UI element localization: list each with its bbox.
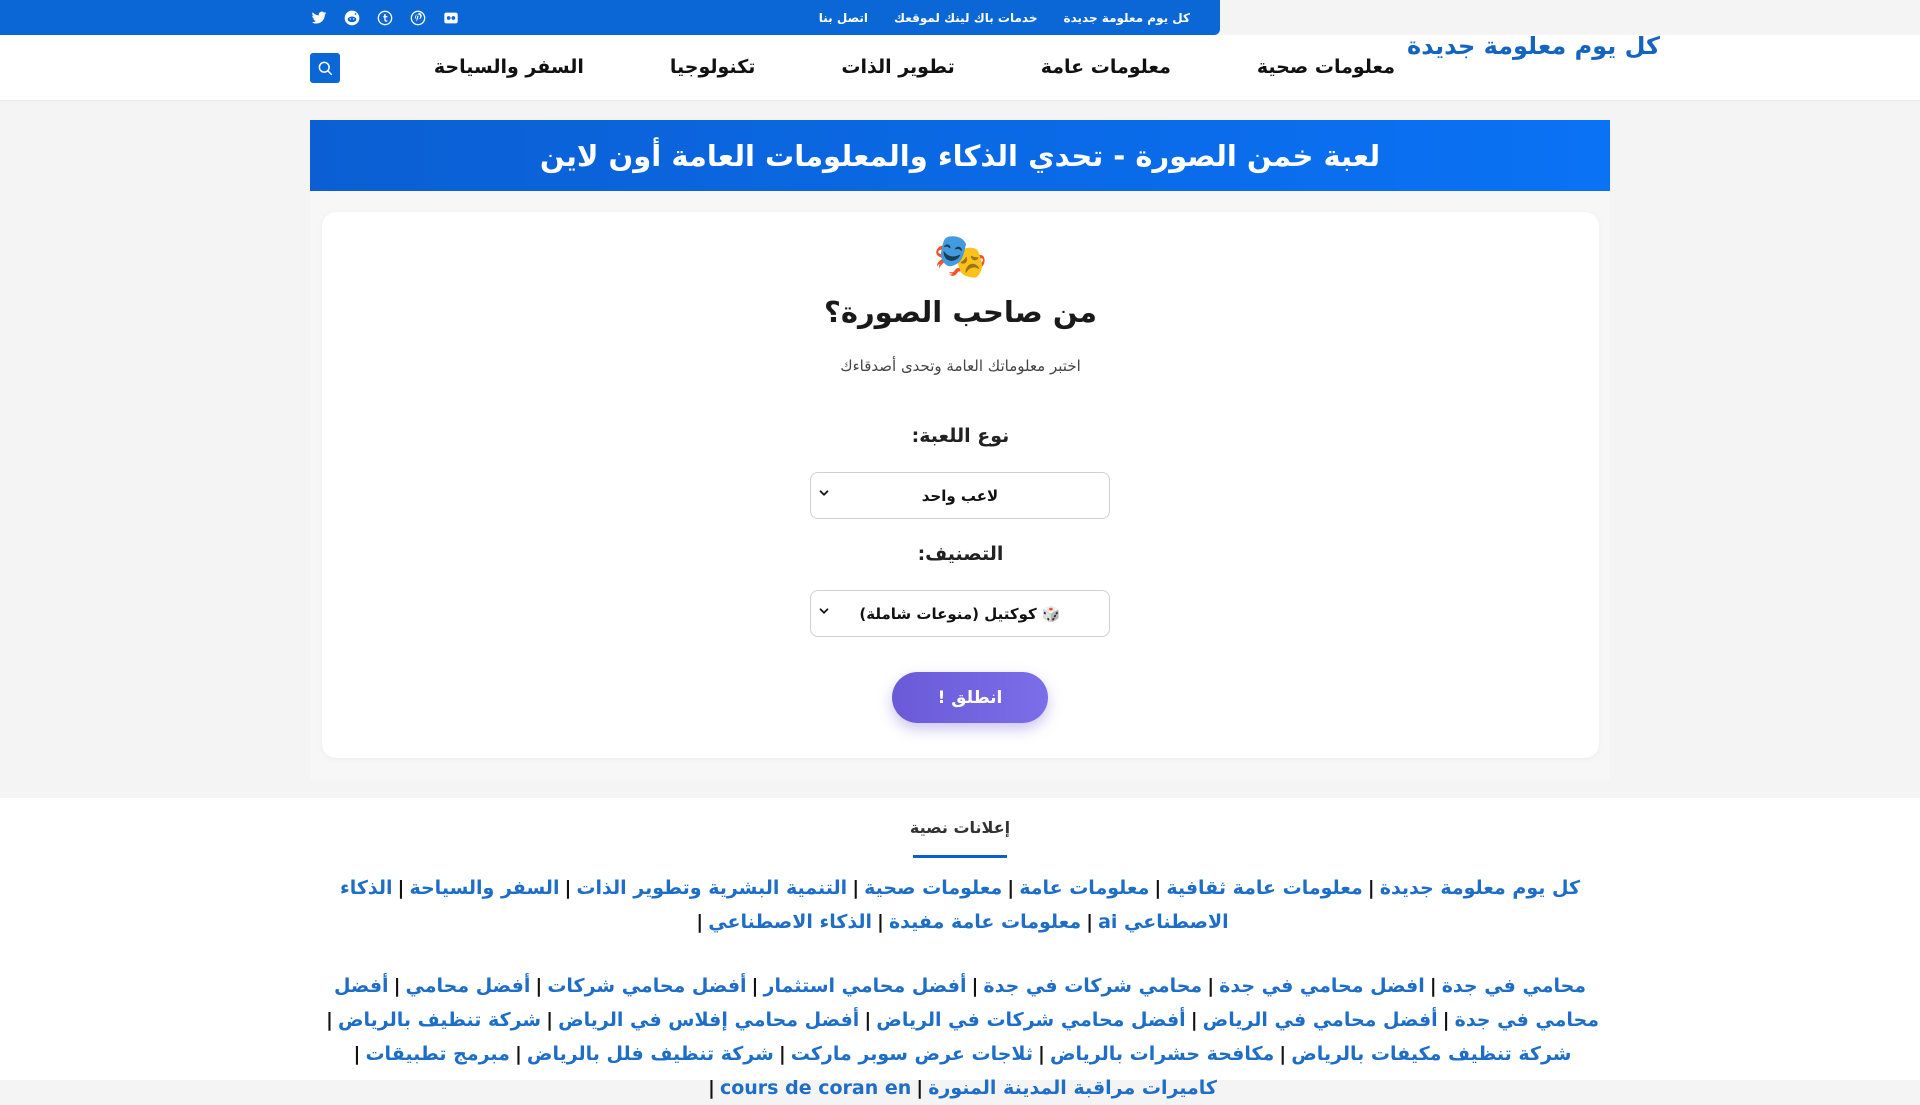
nav-menu [434, 56, 1395, 78]
ad-link[interactable]: محامي في جدة [1441, 975, 1587, 997]
ad-link[interactable]: شركة تنظيف مكيفات بالرياض [1291, 1043, 1572, 1065]
ad-link[interactable]: أفضل محامي استثمار [763, 975, 967, 997]
ad-link[interactable]: السفر والسياحة [409, 877, 560, 899]
mode-select[interactable] [810, 472, 1110, 519]
ad-link[interactable]: أفضل محامي شركات في الرياض [876, 1009, 1186, 1031]
ad-link[interactable]: محامي شركات في جدة [983, 975, 1203, 997]
top-bar [0, 0, 1220, 35]
nav-item-self-development[interactable]: تطوير الذات [841, 56, 955, 78]
nav-item-health[interactable]: معلومات صحية [1256, 56, 1395, 78]
link-separator: | [1279, 1043, 1287, 1065]
link-separator: | [393, 975, 401, 997]
link-separator: | [546, 1009, 554, 1031]
ad-link[interactable]: كاميرات مراقبة المدينة المنورة [928, 1077, 1217, 1099]
link-separator: | [708, 1077, 715, 1099]
mode-select-value: لاعب واحد [921, 486, 999, 505]
pinterest-icon[interactable] [409, 9, 427, 27]
content-area [310, 120, 1610, 780]
twitter-icon[interactable] [310, 9, 328, 27]
site-title[interactable]: كل يوم معلومة جديدة [1407, 32, 1660, 60]
ads-heading-underline [913, 855, 1007, 858]
link-separator: | [1086, 911, 1094, 933]
chevron-down-icon [817, 486, 831, 500]
tumblr-icon[interactable] [376, 9, 394, 27]
ad-link[interactable]: أفضل محامي [405, 975, 531, 997]
hero-banner [310, 120, 1610, 191]
link-separator: | [864, 1009, 872, 1031]
ads-heading: إعلانات نصية [909, 818, 1011, 837]
nav-item-travel[interactable]: السفر والسياحة [433, 56, 584, 78]
link-separator: | [1038, 1043, 1045, 1065]
ad-link[interactable]: cours de coran en [719, 1077, 912, 1099]
chevron-down-icon [817, 604, 831, 618]
link-separator: | [1190, 1009, 1198, 1031]
ad-link[interactable]: مبرمج تطبيقات [365, 1043, 510, 1065]
ad-link[interactable]: كل يوم معلومة جديدة [1379, 877, 1580, 899]
ad-link[interactable]: أفضل محامي شركات [547, 975, 747, 997]
search-button[interactable] [310, 53, 340, 83]
game-card [322, 212, 1599, 758]
social-icons [310, 0, 460, 35]
ad-link[interactable]: ثلاجات عرض سوبر ماركت [790, 1043, 1033, 1065]
ad-link[interactable]: الذكاء الاصطناعي [708, 911, 873, 933]
link-separator: | [1154, 877, 1162, 899]
top-link-backlinks[interactable]: خدمات باك لينك لموقعك [894, 10, 1038, 25]
ads-links-group-2 [320, 969, 1600, 1105]
ad-link[interactable]: أفضل محامي في جدة [333, 975, 1599, 1031]
top-link-contact[interactable]: اتصل بنا [818, 10, 869, 25]
link-separator: | [1007, 877, 1015, 899]
link-separator: | [916, 1077, 924, 1099]
ad-link[interactable]: التنمية البشرية وتطوير الذات [576, 877, 848, 899]
ad-link[interactable]: معلومات عامة ثقافية [1166, 877, 1363, 899]
game-title: من صاحب الصورة؟ [824, 295, 1097, 329]
mode-label: نوع اللعبة: [911, 425, 1010, 447]
ad-link[interactable]: شركة تنظيف بالرياض [337, 1009, 542, 1031]
ad-link[interactable]: أفضل محامي إفلاس في الرياض [558, 1009, 860, 1031]
link-separator: | [353, 1043, 361, 1065]
link-separator: | [564, 877, 572, 899]
ad-link[interactable]: شركة تنظيف فلل بالرياض [526, 1043, 774, 1065]
link-separator: | [514, 1043, 522, 1065]
start-button[interactable]: انطلق ! [892, 672, 1048, 723]
ad-link[interactable]: الذكاء الاصطناعي ai [339, 877, 1229, 933]
category-select[interactable] [810, 590, 1110, 637]
top-link-home[interactable]: كل يوم معلومة جديدة [1063, 10, 1190, 25]
link-separator: | [1367, 877, 1375, 899]
ad-link[interactable]: معلومات صحية [864, 877, 1003, 899]
search-icon [316, 59, 334, 77]
link-separator: | [326, 1009, 333, 1031]
ad-link[interactable]: مكافحة حشرات بالرياض [1049, 1043, 1275, 1065]
link-separator: | [397, 877, 405, 899]
link-separator: | [751, 975, 759, 997]
category-label: التصنيف: [917, 543, 1004, 565]
ad-link[interactable]: أفضل محامي في الرياض [1202, 1009, 1438, 1031]
link-separator: | [1442, 1009, 1450, 1031]
ad-link[interactable]: معلومات عامة مفيدة [888, 911, 1082, 933]
link-separator: | [696, 911, 704, 933]
ad-link[interactable]: معلومات عامة [1019, 877, 1150, 899]
reddit-icon[interactable] [343, 9, 361, 27]
ads-links-group-1 [320, 871, 1600, 939]
theater-masks-icon: 🎭 [933, 231, 988, 282]
nav-item-general[interactable]: معلومات عامة [1040, 56, 1171, 78]
link-separator: | [778, 1043, 786, 1065]
nav-item-technology[interactable]: تكنولوجيا [669, 56, 756, 78]
link-separator: | [1429, 975, 1437, 997]
page-title: لعبة خمن الصورة - تحدي الذكاء والمعلومات العامة أون لاين [539, 138, 1381, 173]
game-subtitle: اختبر معلوماتك العامة وتحدى أصدقاءك [840, 357, 1081, 375]
link-separator: | [535, 975, 543, 997]
category-select-value: 🎲 كوكتيل (منوعات شاملة) [859, 604, 1061, 623]
ad-link[interactable]: افضل محامي في جدة [1219, 975, 1425, 997]
link-separator: | [852, 877, 860, 899]
footer-ads [0, 798, 1920, 1099]
link-separator: | [877, 911, 884, 933]
link-separator: | [971, 975, 979, 997]
flickr-icon[interactable] [442, 9, 460, 27]
link-separator: | [1207, 975, 1215, 997]
